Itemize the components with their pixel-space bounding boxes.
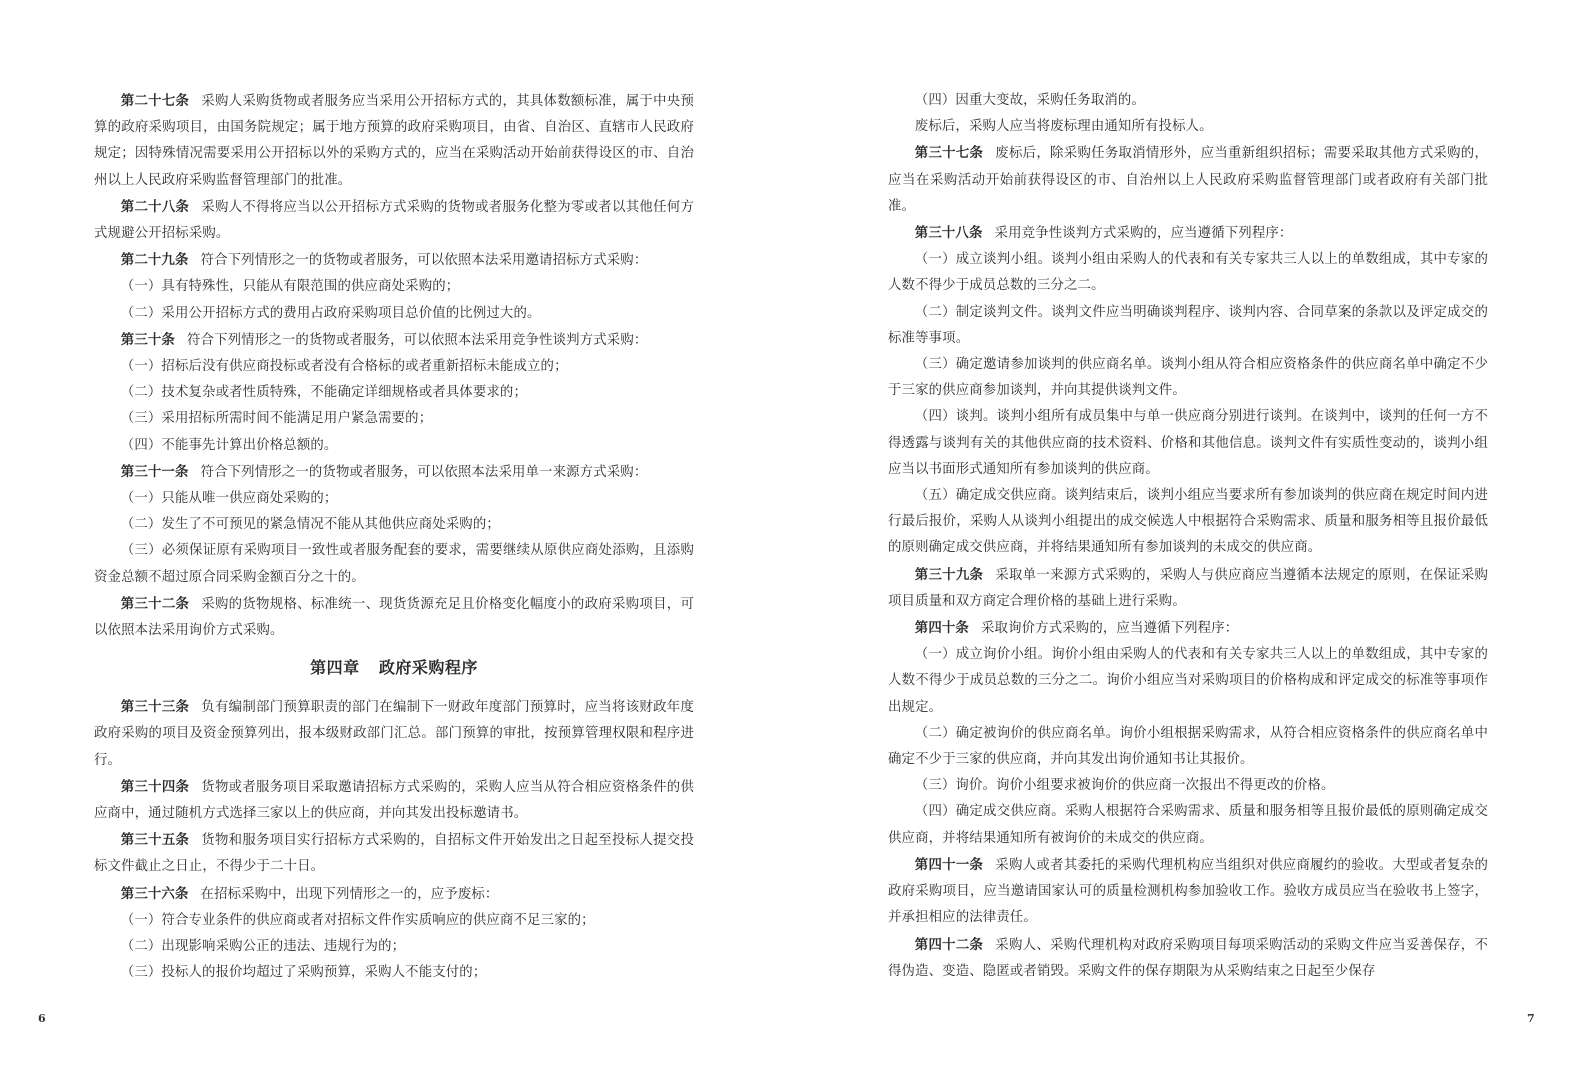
clause-paragraph xyxy=(888,773,1488,799)
paragraph-text: （四）确定成交供应商。采购人根据符合采购需求、质量和服务相等且报价最低的原则确定成交供应商，并将结果通知所有被询价的未成交的供应商。 xyxy=(888,804,1488,846)
article-number: 第三十条 xyxy=(120,331,175,348)
article-paragraph xyxy=(94,247,694,274)
paragraph-text: 符合下列情形之一的货物或者服务，可以依照本法采用单一来源方式采购： xyxy=(200,464,648,480)
article-number: 第三十五条 xyxy=(120,832,190,849)
clause-paragraph xyxy=(94,960,694,986)
paragraph-text: 采取单一来源方式采购的，采购人与供应商应当遵循本法规定的原则，在保证采购项目质量和双方商定合理价格的基础上进行采购。 xyxy=(888,567,1488,609)
article-number: 第四十一条 xyxy=(914,856,984,873)
clause-paragraph xyxy=(888,247,1488,299)
clause-paragraph xyxy=(94,934,694,960)
paragraph-text: 采购人、采购代理机构对政府采购项目每项采购活动的采购文件应当妥善保存，不得伪造、变造、隐匿或者销毁。采购文件的保存期限为从采购结束之日起至少保存 xyxy=(888,937,1488,979)
paragraph-text: （二）确定被询价的供应商名单。询价小组根据采购需求，从符合相应资格条件的供应商名单中确定不少于三家的供应商，并向其发出询价通知书让其报价。 xyxy=(888,725,1488,768)
article-paragraph xyxy=(94,459,694,486)
article-number: 第三十一条 xyxy=(120,463,189,480)
chapter-title: 政府采购程序 xyxy=(378,658,478,678)
paragraph-text: （四）不能事先计算出价格总额的。 xyxy=(120,437,338,453)
right-page-text-column xyxy=(888,88,1488,985)
paragraph-text: 符合下列情形之一的货物或者服务，可以依照本法采用竞争性谈判方式采购： xyxy=(187,332,648,348)
paragraph-text: 采购人或者其委托的采购代理机构应当组织对供应商履约的验收。大型或者复杂的政府采购项目，应当邀请国家认可的质量检测机构参加验收工作。验收方成员应当在验收书上签字，并承担相应的法律责任。 xyxy=(888,857,1488,926)
paragraph-text: （四）因重大变故，采购任务取消的。 xyxy=(914,93,1145,108)
paragraph-text: 采购人采购货物或者服务应当采用公开招标方式的，其具体数额标准，属于中央预算的政府采购项目，由国务院规定；属于地方预算的政府采购项目，由省、自治区、直辖市人民政府规定；因特殊情况需要采用公开招标以外的采购方式的，应当在采购活动开始前获得设区的市、自治州以上人民政府采购监督管理部门的批准。 xyxy=(94,94,694,188)
paragraph-text: 采用竞争性谈判方式采购的，应当遵循下列程序： xyxy=(994,226,1293,242)
article-paragraph xyxy=(888,140,1488,220)
article-number: 第二十八条 xyxy=(120,198,190,215)
paragraph-text: 负有编制部门预算职责的部门在编制下一财政年度部门预算时，应当将该财政年度政府采购的项目及资金预算列出，报本级财政部门汇总。部门预算的审批，按预算管理权限和程序进行。 xyxy=(94,700,694,768)
paragraph-text: 采购的货物规格、标准统一、现货货源充足且价格变化幅度小的政府采购项目，可以依照本法采用询价方式采购。 xyxy=(94,596,694,639)
paragraph-text: （一）符合专业条件的供应商或者对招标文件作实质响应的供应商不足三家的； xyxy=(120,912,595,928)
article-paragraph xyxy=(888,562,1488,615)
article-paragraph xyxy=(888,852,1488,932)
right-page xyxy=(794,0,1587,1077)
page-number-right: 7 xyxy=(1527,1012,1535,1025)
article-number: 第三十七条 xyxy=(914,145,984,162)
article-paragraph xyxy=(94,827,694,880)
article-paragraph xyxy=(94,88,694,194)
article-paragraph xyxy=(94,591,694,644)
clause-paragraph xyxy=(94,512,694,538)
clause-paragraph xyxy=(94,301,694,327)
clause-paragraph xyxy=(94,433,694,459)
clause-paragraph xyxy=(888,88,1488,114)
paragraph-text: （二）采用公开招标方式的费用占政府采购项目总价值的比例过大的。 xyxy=(120,305,541,321)
paragraph-text: （三）投标人的报价均超过了采购预算，采购人不能支付的； xyxy=(120,965,487,981)
paragraph-text: （一）成立询价小组。询价小组由采购人的代表和有关专家共三人以上的单数组成，其中专家的人数不得少于成员总数的三分之二。询价小组应当对采购项目的价格构成和评定成交的标准等事项作出规定。 xyxy=(888,647,1488,715)
article-number: 第四十条 xyxy=(914,620,969,637)
paragraph-text: （三）必须保证原有采购项目一致性或者服务配套的要求，需要继续从原供应商处添购，且添购资金总额不超过原合同采购金额百分之十的。 xyxy=(94,543,694,585)
clause-paragraph xyxy=(94,486,694,512)
article-paragraph xyxy=(94,194,694,247)
article-number: 第二十九条 xyxy=(120,252,189,269)
paragraph-text: 采取询价方式采购的，应当遵循下列程序： xyxy=(981,621,1239,637)
clause-paragraph xyxy=(94,354,694,380)
article-number: 第三十九条 xyxy=(914,566,984,583)
clause-paragraph xyxy=(888,483,1488,562)
clause-paragraph xyxy=(888,721,1488,773)
clause-paragraph xyxy=(94,908,694,934)
article-paragraph xyxy=(94,327,694,354)
article-paragraph xyxy=(888,615,1488,642)
paragraph-text: （一）只能从唯一供应商处采购的； xyxy=(120,491,338,507)
clause-paragraph xyxy=(94,274,694,300)
clause-paragraph xyxy=(94,380,694,406)
paragraph-text: 采购人不得将应当以公开招标方式采购的货物或者服务化整为零或者以其他任何方式规避公开招标采购。 xyxy=(94,199,694,242)
clause-paragraph xyxy=(888,642,1488,721)
paragraph-text: 货物和服务项目实行招标方式采购的，自招标文件开始发出之日起至投标人提交投标文件截止之日止，不得少于二十日。 xyxy=(94,833,694,875)
paragraph-text: （三）采用招标所需时间不能满足用户紧急需要的； xyxy=(120,411,433,427)
clause-paragraph xyxy=(888,114,1488,140)
left-page-text-column xyxy=(94,88,694,987)
paragraph-text: （四）谈判。谈判小组所有成员集中与单一供应商分别进行谈判。在谈判中，谈判的任何一方不得透露与谈判有关的其他供应商的技术资料、价格和其他信息。谈判文件有实质性变动的，谈判小组应当以书面形式通知所有参加谈判的供应商。 xyxy=(888,409,1488,477)
paragraph-text: （三）询价。询价小组要求被询价的供应商一次报出不得更改的价格。 xyxy=(914,778,1335,794)
article-number: 第四十二条 xyxy=(914,936,984,953)
paragraph-text: （一）招标后没有供应商投标或者没有合格标的或者重新招标未能成立的； xyxy=(120,359,568,375)
clause-paragraph xyxy=(888,799,1488,851)
article-paragraph xyxy=(94,774,694,827)
article-paragraph xyxy=(888,220,1488,247)
article-number: 第二十七条 xyxy=(120,93,190,109)
paragraph-text: （二）制定谈判文件。谈判文件应当明确谈判程序、谈判内容、合同草案的条款以及评定成交的标准等事项。 xyxy=(888,304,1488,346)
clause-paragraph xyxy=(94,406,694,432)
paragraph-text: （三）确定邀请参加谈判的供应商名单。谈判小组从符合相应资格条件的供应商名单中确定不少于三家的供应商参加谈判，并向其提供谈判文件。 xyxy=(888,357,1488,399)
left-page xyxy=(0,0,793,1077)
paragraph-text: （一）具有特殊性，只能从有限范围的供应商处采购的； xyxy=(120,279,460,295)
page-number-left: 6 xyxy=(38,1012,46,1025)
clause-paragraph xyxy=(888,300,1488,352)
left-articles-after-chapter xyxy=(94,694,694,986)
paragraph-text: （一）成立谈判小组。谈判小组由采购人的代表和有关专家共三人以上的单数组成，其中专家的人数不得少于成员总数的三分之二。 xyxy=(888,252,1488,294)
clause-paragraph xyxy=(94,538,694,590)
paragraph-text: （五）确定成交供应商。谈判结束后，谈判小组应当要求所有参加谈判的供应商在规定时间内进行最后报价，采购人从谈判小组提出的成交候选人中根据符合采购需求、质量和服务相等且报价最低的原则确定成交供应商，并将结果通知所有参加谈判的未成交的供应商。 xyxy=(888,488,1488,556)
article-number: 第三十二条 xyxy=(120,595,190,612)
article-paragraph xyxy=(94,881,694,908)
clause-paragraph xyxy=(888,352,1488,404)
paragraph-text: （二）出现影响采购公正的违法、违规行为的； xyxy=(120,939,406,955)
paragraph-text: （二）发生了不可预见的紧急情况不能从其他供应商处采购的； xyxy=(120,517,500,533)
right-articles xyxy=(888,88,1488,985)
article-number: 第三十四条 xyxy=(120,778,190,795)
clause-paragraph xyxy=(888,404,1488,483)
paragraph-text: 在招标采购中，出现下列情形之一的，应予废标： xyxy=(200,886,499,902)
article-number: 第三十三条 xyxy=(120,699,190,716)
paragraph-text: 货物或者服务项目采取邀请招标方式采购的，采购人应当从符合相应资格条件的供应商中，通过随机方式选择三家以上的供应商，并向其发出投标邀请书。 xyxy=(94,779,694,822)
paragraph-text: 废标后，除采购任务取消情形外，应当重新组织招标；需要采取其他方式采购的，应当在采购活动开始前获得设区的市、自治州以上人民政府采购监督管理部门或者政府有关部门批准。 xyxy=(888,146,1488,214)
paragraph-text: 符合下列情形之一的货物或者服务，可以依照本法采用邀请招标方式采购： xyxy=(200,253,648,269)
article-paragraph xyxy=(94,694,694,774)
article-number: 第三十六条 xyxy=(120,885,189,902)
left-articles-before-chapter xyxy=(94,88,694,644)
chapter-heading xyxy=(94,650,694,686)
article-paragraph xyxy=(888,932,1488,985)
article-number: 第三十八条 xyxy=(914,225,983,242)
chapter-number: 第四章 xyxy=(310,658,360,678)
paragraph-text: 废标后，采购人应当将废标理由通知所有投标人。 xyxy=(914,119,1213,135)
paragraph-text: （二）技术复杂或者性质特殊，不能确定详细规格或者具体要求的； xyxy=(120,385,528,401)
